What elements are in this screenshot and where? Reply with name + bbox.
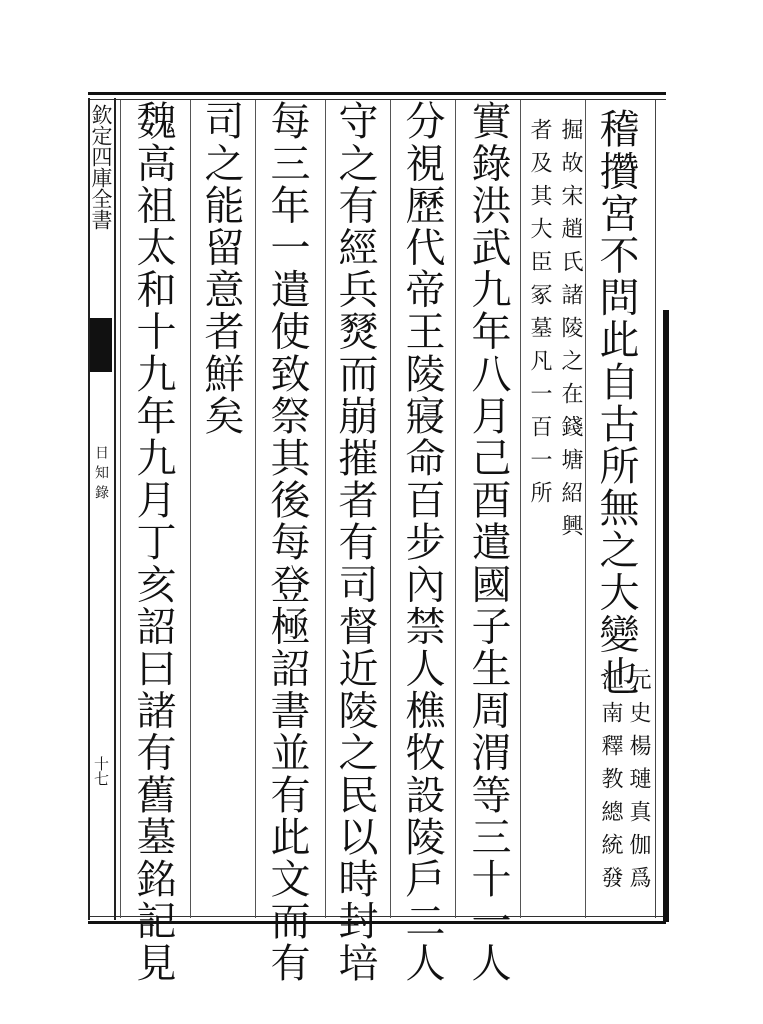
column-rule xyxy=(190,100,191,918)
text-column-1: 稽攢宮不問此自古所無之大變也 xyxy=(593,108,639,698)
text-column-5: 守之有經兵燹而崩摧者有司督近陵之民以時封培 xyxy=(332,100,378,985)
frame-right-bar xyxy=(663,310,669,922)
column-rule xyxy=(120,100,121,918)
text-column-4: 分視歷代帝王陵寢命百步內禁人樵牧設陵戶二人 xyxy=(399,100,445,985)
column-rule xyxy=(325,100,326,918)
note-column-1b: 江南釋教總統發 xyxy=(598,668,623,899)
text-column-6: 每三年一遣使致祭其後每登極詔書並有此文而有 xyxy=(264,100,310,985)
book-title: 欽定四庫全書 xyxy=(89,104,113,230)
page-number: 十七 xyxy=(92,756,110,786)
text-column-7: 司之能留意者鮮矣 xyxy=(198,100,244,437)
column-rule xyxy=(455,100,456,918)
note-column-2a: 掘故宋趙氏諸陵之在錢塘紹興 xyxy=(558,118,583,547)
note-column-1a: 元史楊璉真伽爲 xyxy=(626,668,651,899)
text-column-3: 實錄洪武九年八月己酉遣國子生周渭等三十一人 xyxy=(465,100,511,985)
volume-title: 日知錄 xyxy=(93,445,109,505)
fishtail-mark xyxy=(90,318,112,372)
column-rule xyxy=(520,100,521,918)
column-rule xyxy=(390,100,391,918)
column-rule xyxy=(585,100,586,918)
note-column-2b: 者及其大臣冢墓凡一百一所 xyxy=(527,118,552,514)
column-rule xyxy=(255,100,256,918)
frame-top-rule xyxy=(88,92,666,95)
text-column-8: 魏高祖太和十九年九月丁亥詔曰諸有舊墓銘記見 xyxy=(130,100,176,985)
frame-right-rule xyxy=(655,100,656,918)
